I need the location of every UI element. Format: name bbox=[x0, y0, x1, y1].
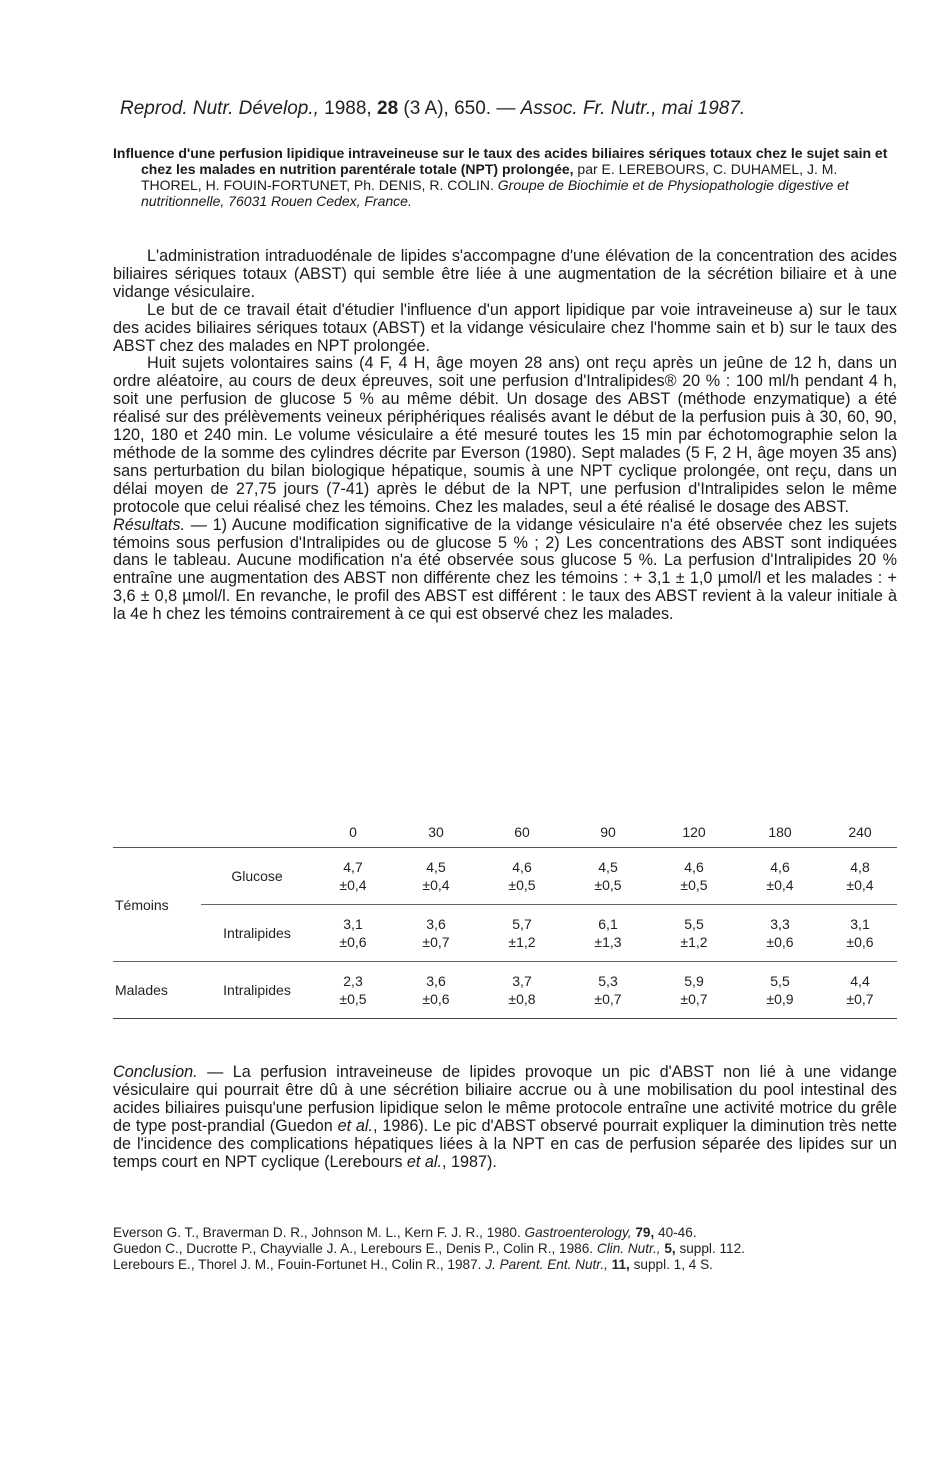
column-header: 240 bbox=[823, 817, 897, 848]
conclusion-text-3: , 1987). bbox=[442, 1153, 497, 1171]
table-cell: 2,3 ±0,5 bbox=[313, 962, 393, 1019]
journal-issue-pages: (3 A), 650. — bbox=[398, 98, 521, 119]
table-cell: 5,3 ±0,7 bbox=[565, 962, 651, 1019]
table-cell: 6,1 ±1,3 bbox=[594, 916, 622, 950]
table-cell: 3,1 ±0,6 bbox=[846, 916, 874, 950]
article-title-line-3: prolongée, bbox=[501, 161, 574, 177]
results-table bbox=[113, 817, 897, 1019]
table-cell: 5,9 ±0,7 bbox=[651, 962, 737, 1019]
conclusion-label: Conclusion. bbox=[113, 1063, 198, 1081]
group-label: Malades bbox=[113, 962, 201, 1019]
article-title-line-2: totaux chez le sujet sain et chez les malades en nutrition parentérale totale (NPT) bbox=[141, 145, 888, 177]
header-blank bbox=[201, 817, 313, 848]
abstract-body bbox=[113, 248, 897, 624]
table-cell: 4,6 ±0,5 bbox=[479, 848, 565, 905]
conclusion-text-2: , 1986). Le pic d'ABST observé pourrait expliquer la diminution très nette de l'incidence des complications hépatiques liées à la NPT en cas de perfusion séparée des lipides sur un temps court en NPT cyclique (Lerebours bbox=[113, 1117, 897, 1171]
table-cell: 4,8 ±0,4 bbox=[823, 848, 897, 905]
column-header: 120 bbox=[651, 817, 737, 848]
results-text: — 1) Aucune modification significative de la vidange vésiculaire n'a été observée chez les sujets témoins sous perfusion d'Intralipides ou de glucose 5 % ; 2) Les concentrations des ABST sont indiquées dans le tableau. Aucune modification n'a été observée sous glucose 5 %. La perfusion d'Intralipides 20 % entraîne une augmentation des ABST non différente chez les témoins : + 3,1 ± 1,0 µmol/l et les malades : + 3,6 ± 0,8 µmol/l. En revanche, le profil des ABST est différent : le taux des ABST revient à la valeur initiale à la 4e h chez les témoins contrairement à ce qui est observé chez les malades. bbox=[113, 515, 897, 624]
journal-volume: 28 bbox=[377, 98, 399, 119]
column-header: 180 bbox=[737, 817, 823, 848]
article-authors: par E. LEREBOURS, C. DUHAMEL, J. M. THOREL, H. FOUIN-FORTUNET, bbox=[141, 161, 838, 193]
conclusion-paragraph bbox=[113, 1063, 897, 1171]
table-header-row bbox=[113, 817, 897, 848]
conclusion-etal: et al. bbox=[406, 1153, 443, 1171]
table-cell: 4,4 ±0,7 bbox=[823, 962, 897, 1019]
article-authors-cont: Ph. DENIS, R. COLIN. bbox=[353, 177, 494, 193]
table-cell: 4,5 ±0,4 bbox=[393, 848, 479, 905]
body-paragraph-3: Huit sujets volontaires sains (4 F, 4 H, âge moyen 28 ans) ont reçu après un jeûne de 12 h, dans un ordre aléatoire, au cours de deux épreuves, soit une perfusion d'Intralipides® 20 % : 100 ml/h pendant 4 h, soit une perfusion de glucose 5 % au même débit. Un dosage des ABST (méthode enzymatique) a été réalisé sur des prélèvements veineux périphériques réalisés avant le début de la perfusion puis à 30, 60, 90, 120, 180 et 240 min. Le volume vésiculaire a été mesuré toutes les 15 min par échotomographie selon la méthode de la somme des cylindres décrite par Everson (1980). Sept malades (5 F, 2 H, âge moyen 35 ans) sans perturbation du bilan biologique hépatique, soumis à une NPT cyclique prolongée, ont reçu, dans un délai moyen de 27,75 jours (7-41) après le début de la NPT, une perfusion d'Intralipides selon le même protocole que celui réalisé chez les témoins. Chez les malades, seul a été réalisé le dosage des ABST. bbox=[113, 354, 897, 516]
article-heading bbox=[113, 145, 901, 209]
conclusion-text: — La perfusion intraveineuse de lipides provoque un pic d'ABST non lié à une vidange vésiculaire qui pourrait être dû à une sécrétion biliaire accrue ou à une mobilisation du pool intestinal des acides biliaires puisqu'une perfusion lipidique selon le même protocole entraîne une activité motrice du grêle de type post-prandial (Guedon bbox=[113, 1063, 897, 1135]
table-cell: 4,6 ±0,5 bbox=[651, 848, 737, 905]
header-blank bbox=[113, 817, 201, 848]
table-cell: 5,7 ±1,2 bbox=[508, 916, 536, 950]
reference-item: Lerebours E., Thorel J. M., Fouin-Fortunet H., Colin R., 1987. J. Parent. Ent. Nutr., 11, suppl. 1, 4 S. bbox=[113, 1257, 713, 1272]
table-cell: 5,5 ±1,2 bbox=[680, 916, 708, 950]
references-list bbox=[113, 1225, 897, 1273]
table-cell: 3,7 ±0,8 bbox=[479, 962, 565, 1019]
table-row bbox=[113, 962, 897, 1019]
column-header: 90 bbox=[565, 817, 651, 848]
table-cell: 5,5 ±0,9 bbox=[737, 962, 823, 1019]
title-paragraph bbox=[113, 145, 901, 209]
reference-item: Everson G. T., Braverman D. R., Johnson M. L., Kern F. J. R., 1980. Gastroenterology, 79, 40-46. bbox=[113, 1225, 697, 1240]
table-cell: 4,5 ±0,5 bbox=[565, 848, 651, 905]
table-cell: 3,6 ±0,6 bbox=[393, 962, 479, 1019]
conclusion-etal: et al. bbox=[337, 1117, 374, 1135]
reference-item: Guedon C., Ducrotte P., Chayvialle J. A., Lerebours E., Denis P., Colin R., 1986. Clin. Nutr., 5, suppl. 112. bbox=[113, 1241, 745, 1256]
table-row bbox=[113, 905, 897, 962]
table-row bbox=[113, 848, 897, 905]
table-cell: 3,3 ±0,6 bbox=[766, 916, 794, 950]
journal-header bbox=[120, 97, 900, 121]
conference-name: Assoc. Fr. Nutr., mai 1987. bbox=[520, 98, 746, 119]
table-cell: 3,1 ±0,6 bbox=[339, 916, 367, 950]
article-affiliation: Groupe de Biochimie et de Physiopathologie digestive et nutritionnelle, bbox=[141, 177, 849, 209]
body-paragraph-2: Le but de ce travail était d'étudier l'influence d'un apport lipidique par voie intraveineuse a) sur le taux des acides biliaires sériques totaux (ABST) et la vidange vésiculaire chez l'homme sain et b) sur le taux des ABST chez des malades en NPT prolongée. bbox=[113, 300, 897, 355]
results-label: Résultats. bbox=[113, 515, 185, 534]
row-label: Intralipides bbox=[201, 962, 313, 1019]
group-label: Témoins bbox=[115, 896, 169, 913]
article-affiliation-cont: 76031 Rouen Cedex, France. bbox=[228, 193, 412, 209]
journal-name: Reprod. Nutr. Dévelop., bbox=[120, 98, 319, 119]
table-cell: 3,6 ±0,7 bbox=[422, 916, 450, 950]
column-header: 0 bbox=[313, 817, 393, 848]
table-cell: 4,7 ±0,4 bbox=[313, 848, 393, 905]
column-header: 30 bbox=[393, 817, 479, 848]
body-paragraph-1: L'administration intraduodénale de lipides s'accompagne d'une élévation de la concentration des acides biliaires sériques totaux (ABST) qui semble être liée à une augmentation de la sécrétion biliaire et à une vidange vésiculaire. bbox=[113, 247, 897, 301]
table-cell: 4,6 ±0,4 bbox=[737, 848, 823, 905]
article-title-line-1: Influence d'une perfusion lipidique intraveineuse sur le taux des acides biliaires sériques bbox=[113, 145, 707, 161]
row-label: Glucose bbox=[201, 848, 313, 905]
column-header: 60 bbox=[479, 817, 565, 848]
results-paragraph bbox=[113, 517, 897, 624]
row-label: Intralipides bbox=[223, 925, 291, 941]
journal-year: 1988, bbox=[318, 98, 377, 119]
